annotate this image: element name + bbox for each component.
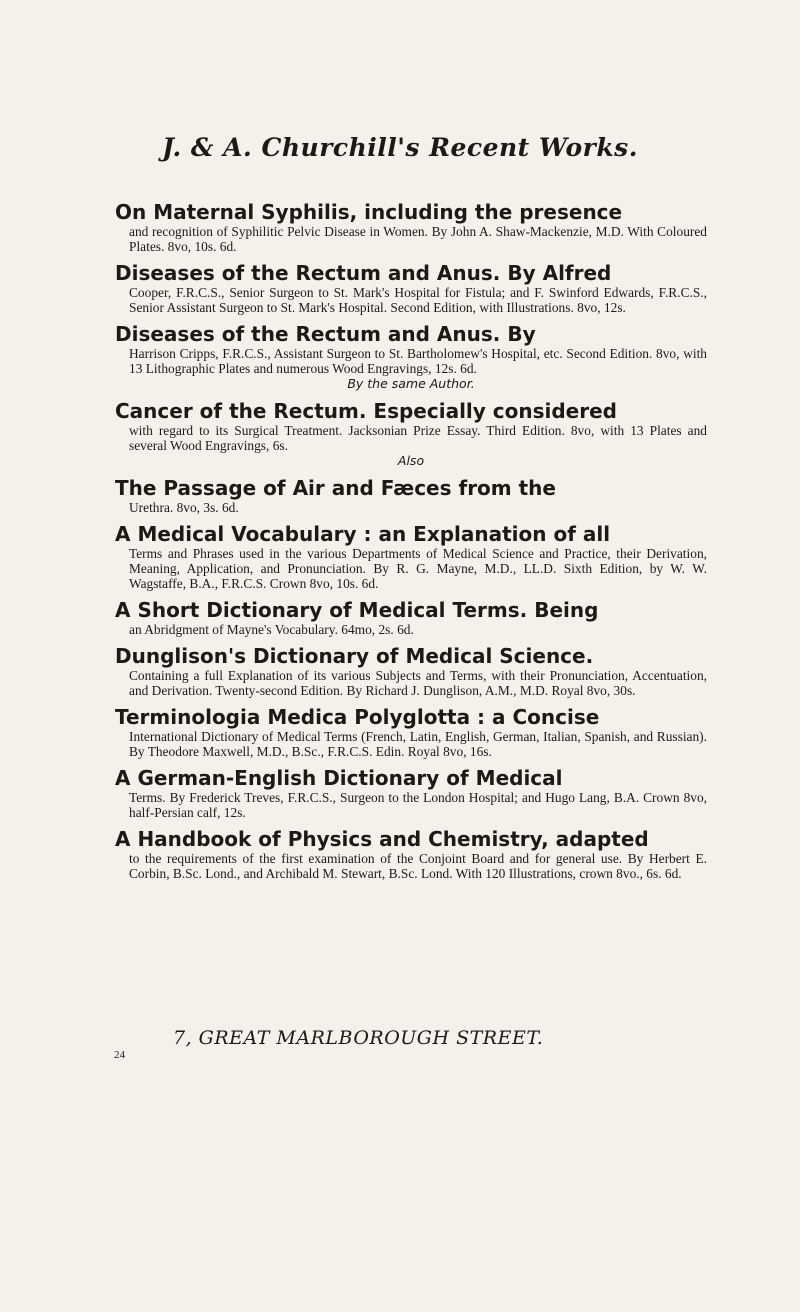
catalogue-entry — [115, 322, 707, 392]
entry-title: A Handbook of Physics and Chemistry, adapted — [115, 827, 649, 851]
entry-title: Dunglison's Dictionary of Medical Science. — [115, 644, 594, 668]
entry-title: Cancer of the Rectum. Especially considered — [115, 399, 617, 423]
entry-title: Diseases of the Rectum and Anus. By — [115, 322, 536, 346]
entry-title: Diseases of the Rectum and Anus. By Alfred — [115, 261, 612, 285]
entry-title: The Passage of Air and Fæces from the — [115, 476, 556, 500]
entry-title: On Maternal Syphilis, including the presence — [115, 200, 623, 224]
entry-description: an Abridgment of Mayne's Vocabulary. 64mo, 2s. 6d. — [129, 622, 414, 637]
catalogue-entry — [115, 476, 707, 515]
entry-title: A Short Dictionary of Medical Terms. Being — [115, 598, 599, 622]
entry-description: Terms and Phrases used in the various Departments of Medical Science and Practice, their Derivation, Meaning, Application, and Pronunciation. By R. G. Mayne, M.D., LL.D. Sixth Edition, by W. W. Wagstaffe, B.A., F.R.C.S. Crown 8vo, 10s. 6d. — [129, 546, 707, 591]
entry-description: International Dictionary of Medical Terms (French, Latin, English, German, Italian, Spanish, and Russian). By Theodore Maxwell, M.D., B.Sc., F.R.C.S. Edin. Royal 8vo, 16s. — [129, 729, 707, 759]
catalogue-entries — [115, 200, 707, 888]
entry-note: Also — [397, 453, 425, 468]
catalogue-entry — [115, 522, 707, 591]
entry-description: Terms. By Frederick Treves, F.R.C.S., Surgeon to the London Hospital; and Hugo Lang, B.A. Crown 8vo, half-Persian calf, 12s. — [129, 790, 707, 820]
entry-title: A Medical Vocabulary : an Explanation of all — [115, 522, 611, 546]
entry-description: with regard to its Surgical Treatment. Jacksonian Prize Essay. Third Edition. 8vo, with 13 Plates and several Wood Engravings, 6s. — [129, 423, 707, 453]
catalogue-entry — [115, 399, 707, 469]
catalogue-entry — [115, 261, 707, 315]
entry-title: Terminologia Medica Polyglotta : a Concise — [115, 705, 600, 729]
entry-description: and recognition of Syphilitic Pelvic Disease in Women. By John A. Shaw-Mackenzie, M.D. With Coloured Plates. 8vo, 10s. 6d. — [129, 224, 707, 254]
entry-description: Urethra. 8vo, 3s. 6d. — [129, 500, 239, 515]
catalogue-entry — [115, 644, 707, 698]
catalogue-entry — [115, 598, 707, 637]
catalogue-entry — [115, 705, 707, 759]
entry-description: Containing a full Explanation of its various Subjects and Terms, with their Pronunciation, Accentuation, and Derivation. Twenty-second Edition. By Richard J. Dunglison, A.M., M.D. Royal 8vo, 30s. — [129, 668, 707, 698]
entry-title: A German-English Dictionary of Medical — [115, 766, 563, 790]
entry-description: Cooper, F.R.C.S., Senior Surgeon to St. Mark's Hospital for Fistula; and F. Swinford Edwards, F.R.C.S., Senior Assistant Surgeon to St. Mark's Hospital. Second Edition, with Illustrations. 8vo, 12s. — [129, 285, 707, 315]
page-header: J. & A. Churchill's Recent Works. — [162, 133, 638, 162]
entry-note: By the same Author. — [347, 376, 475, 391]
signature-number: 24 — [114, 1049, 125, 1061]
catalogue-entry — [115, 827, 707, 881]
catalogue-entry — [115, 766, 707, 820]
catalogue-entry — [115, 200, 707, 254]
entry-description: Harrison Cripps, F.R.C.S., Assistant Surgeon to St. Bartholomew's Hospital, etc. Second Edition. 8vo, with 13 Lithographic Plates and numerous Wood Engravings, 12s. 6d. — [129, 346, 707, 376]
entry-description: to the requirements of the first examination of the Conjoint Board and for general use. By Herbert E. Corbin, B.Sc. Lond., and Archibald M. Stewart, B.Sc. Lond. With 120 Illustrations, crown 8vo., 6s. 6d. — [129, 851, 707, 881]
publisher-address: 7, GREAT MARLBOROUGH STREET. — [173, 1027, 544, 1049]
